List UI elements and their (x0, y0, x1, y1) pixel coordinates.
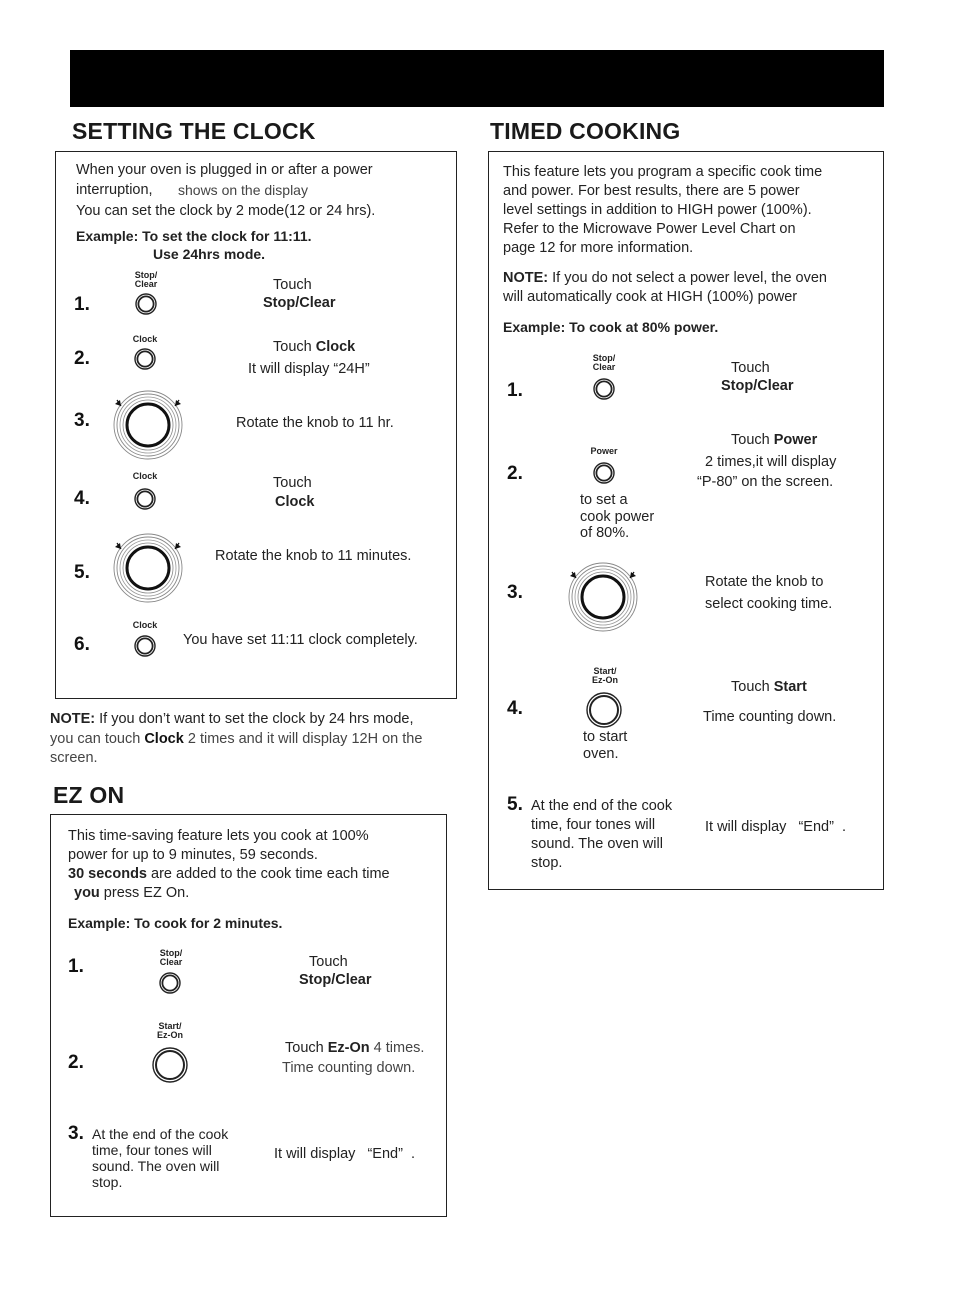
clock-intro-1: When your oven is plugged in or after a power (76, 162, 373, 178)
timed-example: Example: To cook at 80% power. (503, 319, 719, 335)
timed-step-4-sub-1: to start (583, 729, 628, 745)
note-line-3: screen. (50, 750, 98, 766)
clock-step-4-text-2: Clock (275, 494, 315, 510)
timed-step-2-sub-1: to set a (580, 492, 628, 508)
clock-step-3-number: 3. (74, 410, 90, 431)
clock-intro-2b: shows on the display (178, 182, 308, 198)
timed-intro-3: level settings in addition to HIGH power (100%). (503, 202, 812, 218)
clock-example-2: Use 24hrs mode. (153, 246, 266, 262)
timed-step-2-text-3: “P-80” on the screen. (697, 474, 834, 490)
timed-step-5-text-2: time, four tones will (531, 817, 656, 833)
timed-heading: TIMED COOKING (490, 118, 681, 144)
timed-step-5-display: It will display “End” . (705, 819, 847, 835)
clock-step-4-number: 4. (74, 488, 90, 509)
start-ezon-label: Start/ Ez-On (157, 1021, 183, 1040)
timed-step-5-text-3: sound. The oven will (531, 836, 663, 852)
clock-step-4-text-1: Touch (273, 475, 312, 491)
clock-step-6-text: You have set 11:11 clock completely. (183, 632, 418, 648)
timed-step-5-number: 5. (507, 794, 523, 815)
clock-step-1-number: 1. (74, 294, 90, 315)
note-line-1: NOTE: If you don’t want to set the clock by 24 hrs mode, (50, 711, 414, 727)
ezon-step-1-text-1: Touch (309, 954, 348, 970)
timed-step-1-text-2: Stop/Clear (721, 378, 794, 394)
stop-clear-label: Stop/ Clear (159, 948, 183, 967)
stop-clear-label: Stop/ Clear (134, 270, 158, 289)
clock-button-icon[interactable] (133, 347, 157, 371)
timed-note-2: will automatically cook at HIGH (100%) power (503, 289, 798, 305)
timed-step-2-sub-3: of 80%. (580, 525, 630, 541)
stop-clear-button-icon[interactable] (158, 971, 182, 995)
timed-step-4-text-1: Touch Start (731, 679, 807, 695)
clock-step-2-number: 2. (74, 348, 90, 369)
timed-step-3-text-2: select cooking time. (705, 596, 833, 612)
timed-note-1: NOTE: If you do not select a power level, the oven (503, 270, 828, 286)
clock-step-2-text-2: It will display “24H” (248, 361, 370, 377)
timed-section-box (488, 151, 884, 890)
timed-intro-2: and power. For best results, there are 5 power (503, 183, 800, 199)
knob-icon[interactable] (566, 560, 640, 634)
timed-step-3-number: 3. (507, 582, 523, 603)
timed-step-4-number: 4. (507, 698, 523, 719)
clock-button-icon[interactable] (133, 634, 157, 658)
clock-button-label: Clock (132, 471, 158, 481)
timed-step-5-text-1: At the end of the cook (531, 798, 673, 814)
clock-step-5-number: 5. (74, 562, 90, 583)
clock-button-label: Clock (132, 620, 158, 630)
clock-button-icon[interactable] (133, 487, 157, 511)
ezon-intro-2: power for up to 9 minutes, 59 seconds. (68, 847, 318, 863)
start-ezon-button-icon[interactable] (151, 1046, 189, 1084)
timed-step-4-text-2: Time counting down. (703, 709, 837, 725)
ezon-step-2-text-2: Time counting down. (282, 1060, 416, 1076)
ezon-step-3-text-1: At the end of the cook (92, 1126, 229, 1142)
ezon-intro-3: 30 seconds are added to the cook time each time (68, 866, 390, 882)
clock-intro-2a: interruption, (76, 182, 153, 198)
timed-step-2-number: 2. (507, 463, 523, 484)
timed-step-2-sub-2: cook power (580, 509, 655, 525)
ezon-step-1-text-2: Stop/Clear (299, 972, 372, 988)
ezon-step-2-text-1: Touch Ez-On 4 times. (285, 1040, 425, 1056)
ezon-step-3-text-2: time, four tones will (92, 1142, 212, 1158)
power-button-icon[interactable] (592, 461, 616, 485)
stop-clear-label: Stop/ Clear (592, 353, 616, 372)
clock-step-1-text-1: Touch (273, 277, 312, 293)
ezon-step-1-number: 1. (68, 956, 84, 977)
timed-intro-5: page 12 for more information. (503, 240, 694, 256)
ezon-step-3-text-3: sound. The oven will (92, 1158, 220, 1174)
timed-step-2-text-2: 2 times,it will display (705, 454, 837, 470)
timed-step-1-text-1: Touch (731, 360, 770, 376)
timed-step-4-sub-2: oven. (583, 746, 619, 762)
ezon-step-2-number: 2. (68, 1052, 84, 1073)
timed-step-3-text-1: Rotate the knob to (705, 574, 824, 590)
clock-step-1-text-2: Stop/Clear (263, 295, 336, 311)
ezon-step-3-number: 3. (68, 1123, 84, 1144)
ezon-heading: EZ ON (53, 782, 125, 808)
ezon-step-3-text-4: stop. (92, 1174, 123, 1190)
timed-intro-4: Refer to the Microwave Power Level Chart on (503, 221, 796, 237)
clock-example-1: Example: To set the clock for 11:11. (76, 228, 312, 244)
ezon-example: Example: To cook for 2 minutes. (68, 915, 283, 931)
power-button-label: Power (590, 446, 618, 456)
ezon-intro-4: you press EZ On. (74, 885, 190, 901)
knob-icon[interactable] (111, 531, 185, 605)
clock-intro-3: You can set the clock by 2 mode(12 or 24 hrs). (76, 203, 376, 219)
clock-step-2-text-1: Touch Clock (273, 339, 356, 355)
start-ezon-label: Start/ Ez-On (592, 666, 618, 685)
clock-step-3-text: Rotate the knob to 11 hr. (236, 415, 394, 431)
knob-icon[interactable] (111, 388, 185, 462)
timed-intro-1: This feature lets you program a specific cook time (503, 164, 823, 180)
start-ezon-button-icon[interactable] (585, 691, 623, 729)
timed-step-5-text-4: stop. (531, 855, 563, 871)
stop-clear-button-icon[interactable] (592, 377, 616, 401)
stop-clear-button-icon[interactable] (134, 292, 158, 316)
clock-heading: SETTING THE CLOCK (72, 118, 316, 144)
note-line-2: you can touch Clock 2 times and it will display 12H on the (50, 731, 423, 747)
header-bar (70, 50, 884, 107)
ezon-step-3-display: It will display “End” . (274, 1146, 416, 1162)
clock-step-5-text: Rotate the knob to 11 minutes. (215, 548, 412, 564)
clock-step-6-number: 6. (74, 634, 90, 655)
timed-step-1-number: 1. (507, 380, 523, 401)
timed-step-2-text-1: Touch Power (731, 432, 818, 448)
clock-button-label: Clock (132, 334, 158, 344)
ezon-intro-1: This time-saving feature lets you cook at 100% (68, 828, 369, 844)
